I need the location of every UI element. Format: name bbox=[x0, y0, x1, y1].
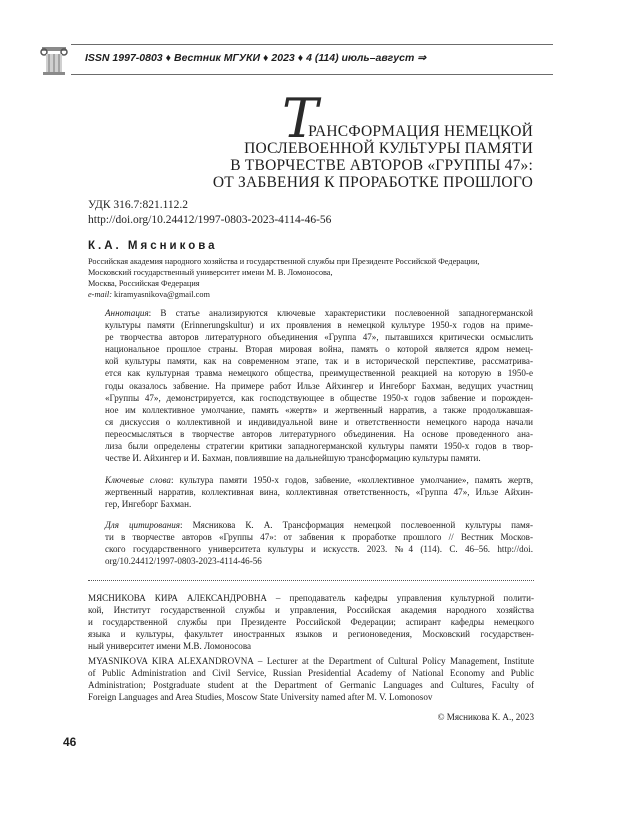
title-initial: Т bbox=[282, 87, 319, 150]
author-name: К.А. Мясникова bbox=[88, 240, 218, 252]
affiliation bbox=[88, 256, 480, 300]
bio-line: и государственной службы при Президенте Российской Федерации; аспирант кафедры немецкого bbox=[88, 617, 534, 628]
abstract-line: ное им коллективное умолчание, память «жертв» и жертвенный нарратив, а также продолжавшая- bbox=[105, 404, 533, 415]
abstract bbox=[105, 307, 533, 464]
affiliation-line: Москва, Российская Федерация bbox=[88, 279, 200, 288]
title-line: ПОСЛЕВОЕННОЙ КУЛЬТУРЫ ПАМЯТИ bbox=[244, 140, 533, 157]
column-icon bbox=[34, 40, 74, 80]
keywords-line: гер, Ингеборг Бахман. bbox=[105, 499, 192, 510]
header-rule-bottom bbox=[63, 74, 553, 75]
copyright: © Мясникова К. А., 2023 bbox=[437, 712, 534, 722]
citation-line: : Мясникова К. А. Трансформация немецкой послевоенной культуры памя- bbox=[180, 520, 533, 530]
email-link[interactable]: kiramyasnikova@gmail.com bbox=[114, 290, 210, 299]
header-rule-top bbox=[63, 44, 553, 45]
email-label: e-mail: bbox=[88, 290, 112, 299]
journal-name: Вестник МГУКИ bbox=[174, 52, 261, 64]
citation bbox=[105, 519, 533, 567]
arrow-icon: ⇒ bbox=[417, 52, 427, 64]
abstract-line: переосмысляться в творчестве авторов литературного объединения. На основе проведенного ана- bbox=[105, 428, 533, 439]
abstract-line: честве И. Айхингер и И. Бахман, повлиявшие на дальнейшую трансформацию культуры памяти. bbox=[105, 453, 481, 464]
keywords-line: жертвенный нарратив, коллективная вина, коллективная ответственность, «Группа 47», Ильзе Айхин- bbox=[105, 487, 533, 498]
bio-line: кой, Институт государственной службы и управления, Российская академия народного хозяйства bbox=[88, 605, 534, 616]
abstract-line: ре творчества авторов литературного объединения «Группа 47», пытавшихся критически осмыслить bbox=[105, 332, 533, 343]
keywords-line: : культура памяти 1950-х годов, забвение, «коллективное умолчание», память жертв, bbox=[170, 475, 533, 485]
page-number: 46 bbox=[63, 735, 77, 749]
citation-line: ти в творчестве авторов «Группы 47»: от забвения к проработке прошлого // Вестник Москов- bbox=[105, 532, 533, 543]
section-divider bbox=[88, 580, 534, 581]
keywords bbox=[105, 474, 533, 510]
udk: УДК 316.7:821.112.2 bbox=[88, 199, 189, 211]
journal-header: ISSN 1997-0803 ♦ Вестник МГУКИ ♦ 2023 ♦ 4 (114) июль–август ⇒ bbox=[85, 52, 427, 64]
title-line: В ТВОРЧЕСТВЕ АВТОРОВ «ГРУППЫ 47»: bbox=[230, 157, 533, 174]
bio-line: Foreign Languages and Area Studies, Moscow State University named after M. V. Lomonosov bbox=[88, 692, 433, 703]
article-title bbox=[200, 95, 533, 191]
bio-line: MYASNIKOVA KIRA ALEXANDROVNA – Lecturer at the Department of Cultural Policy Management, Institute bbox=[88, 656, 534, 666]
citation-line: org/10.24412/1997-0803-2023-4114-46-56 bbox=[105, 556, 262, 567]
citation-label: Для цитирования bbox=[105, 520, 181, 530]
bio-line: МЯСНИКОВА КИРА АЛЕКСАНДРОВНА – преподаватель кафедры управления культурной полити- bbox=[88, 593, 534, 603]
abstract-line: годы оказалось забвение. На примере работ Ильзе Айхингер и Ингеборг Бахман, ведущих участниц bbox=[105, 380, 533, 391]
year: 2023 bbox=[271, 52, 295, 64]
issn: ISSN 1997-0803 bbox=[85, 52, 163, 64]
abstract-line: «Группы 47», демонстрируется, как господствующее в обществе 1950-х годов забвение и порожден- bbox=[105, 392, 533, 403]
title-line: РАНСФОРМАЦИЯ НЕМЕЦКОЙ bbox=[308, 123, 533, 140]
affiliation-line: Московский государственный университет имени М. В. Ломоносова, bbox=[88, 268, 333, 277]
doi-link[interactable]: http://doi.org/10.24412/1997-0803-2023-4114-46-56 bbox=[88, 214, 332, 226]
bio-russian bbox=[88, 592, 534, 652]
keywords-label: Ключевые слова bbox=[105, 475, 171, 485]
issue: 4 (114) июль–август bbox=[306, 52, 415, 64]
bio-line: of Public Administration and Civil Service, Russian Presidential Academy of National Economy and Public bbox=[88, 668, 534, 679]
abstract-line: ся дискуссия о коллективной и индивидуальной вине и ответственности немецкого народа начали bbox=[105, 416, 533, 427]
abstract-line: ется как культурная травма немецкого общества, преимущественной реакцией на которую в 1950-е bbox=[105, 368, 533, 379]
bio-line: Administration; Postgraduate student at the Department of Germanic Languages and Cultures, Faculty of bbox=[88, 680, 534, 691]
abstract-line: кой культуры памяти, как на современном этапе, так и в исторической перспективе, рассматрива- bbox=[105, 356, 533, 367]
title-line: ОТ ЗАБВЕНИЯ К ПРОРАБОТКЕ ПРОШЛОГО bbox=[212, 174, 533, 191]
abstract-line: лиза были определены стратегии критики западногерманской культуры памяти 1950-х годов в твор- bbox=[105, 441, 533, 452]
citation-line: ского государственного университета культуры и искусств. 2023. №4 (114). С. 46–56. http://doi. bbox=[105, 544, 533, 555]
abstract-label: Аннотация bbox=[105, 308, 149, 318]
bio-line: ный университет имени М.В. Ломоносова bbox=[88, 641, 252, 652]
abstract-line: : В статье анализируются ключевые характеристики послевоенной западногерманской bbox=[148, 308, 533, 318]
abstract-line: культуры памяти (Erinnerungskultur) и их проявления в немецкой культуре 1950-х годов на приме- bbox=[105, 320, 533, 331]
bio-english bbox=[88, 655, 534, 703]
bio-line: языка и культуры, факультет иностранных языков и регионоведения, Московский государствен- bbox=[88, 629, 534, 640]
affiliation-line: Российская академия народного хозяйства и государственной службы при Президенте Российской Федерации, bbox=[88, 257, 480, 266]
abstract-line: национальное прошлое страны. Вторая мировая война, память о которой является ядром немец- bbox=[105, 344, 533, 355]
